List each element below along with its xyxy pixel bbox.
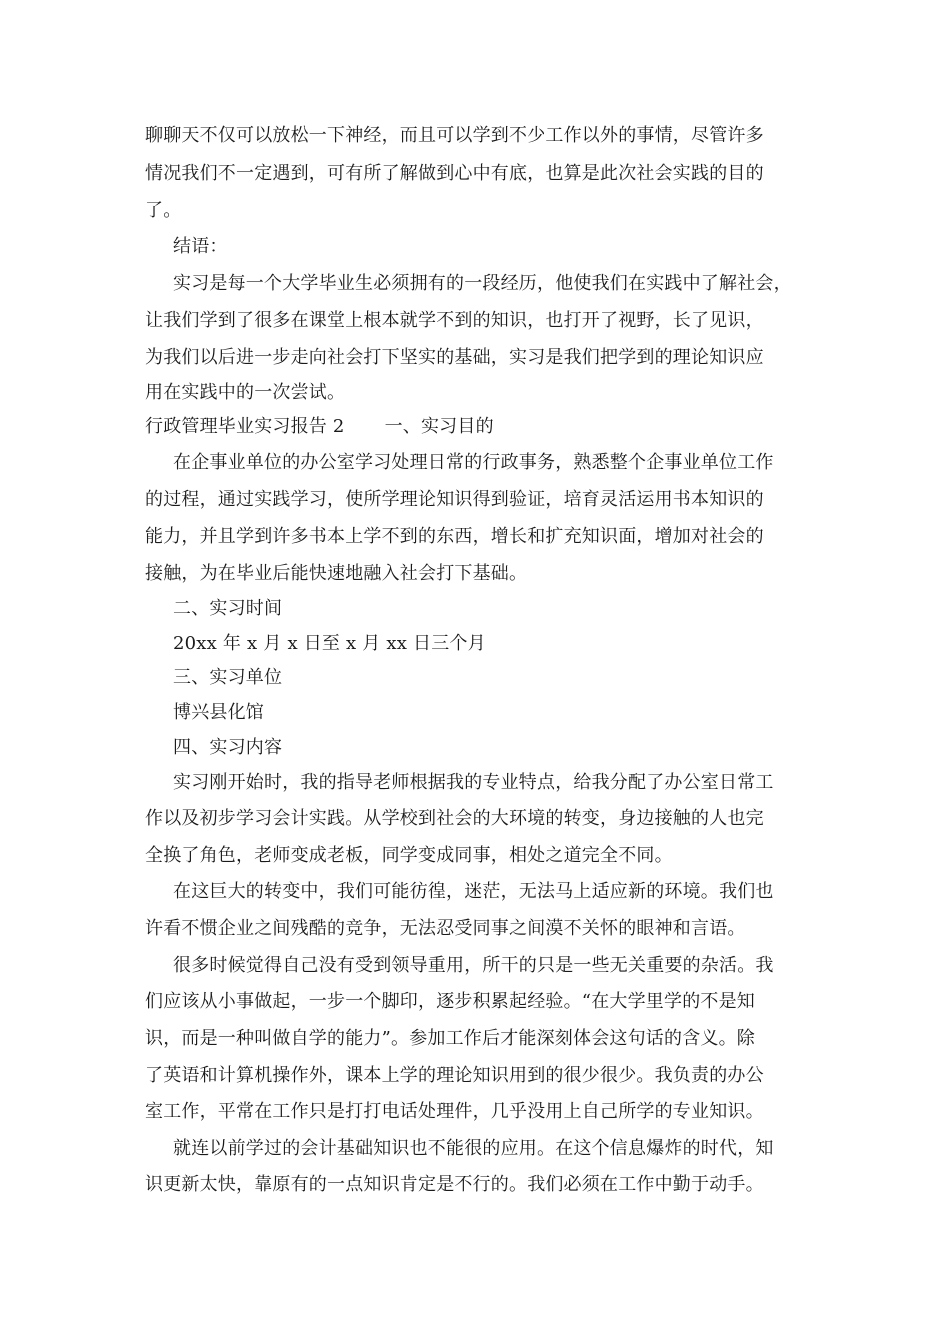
- paragraph-line: 识，而是一种叫做自学的能力”。参加工作后才能深刻体会这句话的含义。除: [145, 1028, 755, 1049]
- paragraph-line: 聊聊天不仅可以放松一下神经，而且可以学到不少工作以外的事情，尽管许多: [145, 125, 764, 146]
- section-heading-content: 四、实习内容: [173, 737, 283, 758]
- paragraph-line: 全换了角色，老师变成老板，同学变成同事，相处之道完全不同。: [145, 845, 673, 866]
- paragraph-line: 实习刚开始时，我的指导老师根据我的专业特点，给我分配了办公室日常工: [173, 772, 774, 793]
- internship-period: 20xx 年 x 月 x 日至 x 月 xx 日三个月: [173, 633, 486, 654]
- section-heading-conclusion: 结语：: [173, 236, 228, 257]
- paragraph-line: 的过程，通过实践学习，使所学理论知识得到验证，培育灵活运用书本知识的: [145, 489, 764, 510]
- section-heading-unit: 三、实习单位: [173, 667, 283, 688]
- report-heading: [145, 415, 825, 439]
- section-heading-purpose: 一、实习目的: [384, 416, 494, 437]
- paragraph-line: 为我们以后进一步走向社会打下坚实的基础，实习是我们把学到的理论知识应: [145, 347, 764, 368]
- paragraph-line: 了。: [145, 200, 182, 221]
- paragraph-line: 室工作，平常在工作只是打打电话处理件，几乎没用上自己所学的专业知识。: [145, 1101, 764, 1122]
- paragraph-line: 让我们学到了很多在课堂上根本就学不到的知识，也打开了视野，长了见识，: [145, 310, 764, 331]
- paragraph-line: 在企事业单位的办公室学习处理日常的行政事务，熟悉整个企事业单位工作: [173, 452, 774, 473]
- paragraph-line: 很多时候觉得自己没有受到领导重用，所干的只是一些无关重要的杂活。我: [173, 955, 774, 976]
- paragraph-line: 情况我们不一定遇到，可有所了解做到心中有底，也算是此次社会实践的目的: [145, 163, 764, 184]
- internship-unit: 博兴县化馆: [173, 702, 264, 723]
- section-heading-time: 二、实习时间: [173, 598, 283, 619]
- paragraph-line: 许看不惯企业之间残酷的竞争，无法忍受同事之间漠不关怀的眼神和言语。: [145, 918, 746, 939]
- paragraph-line: 在这巨大的转变中，我们可能彷徨，迷茫，无法马上适应新的环境。我们也: [173, 881, 774, 902]
- paragraph-line: 能力，并且学到许多书本上学不到的东西，增长和扩充知识面，增加对社会的: [145, 526, 764, 547]
- paragraph-line: 用在实践中的一次尝试。: [145, 382, 346, 403]
- paragraph-line: 就连以前学过的会计基础知识也不能很的应用。在这个信息爆炸的时代，知: [173, 1138, 774, 1159]
- paragraph-line: 了英语和计算机操作外，课本上学的理论知识用到的很少很少。我负责的办公: [145, 1065, 764, 1086]
- paragraph-line: 识更新太快，靠原有的一点知识肯定是不行的。我们必须在工作中勤于动手。: [145, 1174, 764, 1195]
- paragraph-line: 们应该从小事做起，一步一个脚印，逐步积累起经验。“在大学里学的不是知: [145, 991, 755, 1012]
- paragraph-line: 实习是每一个大学毕业生必须拥有的一段经历，他使我们在实践中了解社会，: [173, 273, 792, 294]
- paragraph-line: 作以及初步学习会计实践。从学校到社会的大环境的转变，身边接触的人也完: [145, 808, 764, 829]
- report-title: 行政管理毕业实习报告 2: [145, 416, 345, 437]
- paragraph-line: 接触，为在毕业后能快速地融入社会打下基础。: [145, 563, 528, 584]
